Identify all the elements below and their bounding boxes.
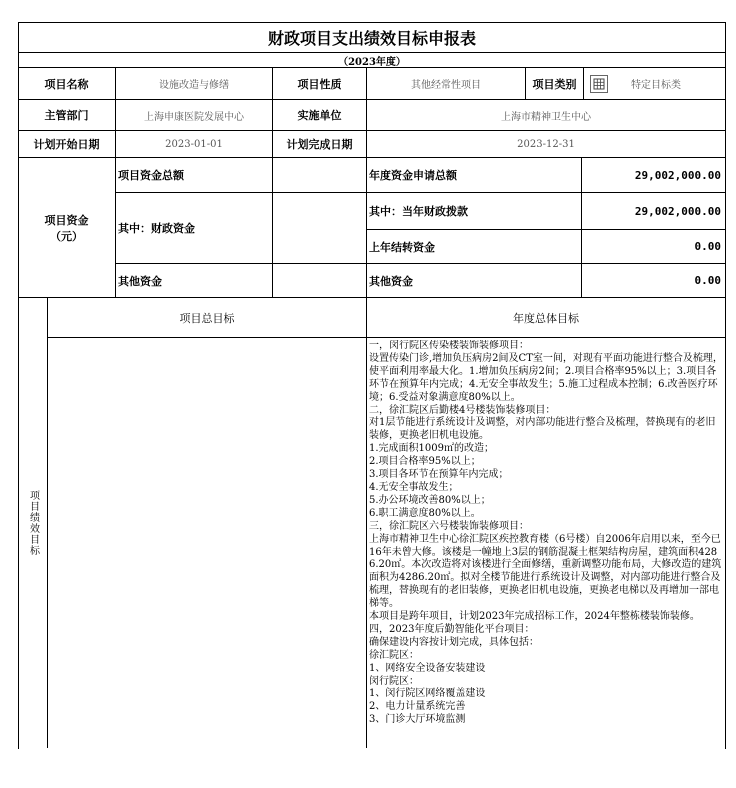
total-funds-label: 项目资金总额 [118,169,184,182]
goals-section-label [19,298,47,748]
annual-other-value: 0.00 [694,274,721,287]
border-line [272,157,273,297]
grid-icon [590,75,608,93]
border-line [725,22,726,749]
annual-funds-value: 29,002,000.00 [634,168,721,182]
border-line [47,337,726,338]
finance-funds-label: 其中：财政资金 [118,222,195,235]
dept-value: 上海申康医院发展中心 [144,111,244,123]
overall-goal-header: 项目总目标 [179,311,235,325]
project-nature-label: 项目性质 [297,77,342,91]
funds-section-label-line1: 项目资金 [44,213,89,227]
project-nature-value: 其他经常性项目 [411,80,481,91]
funds-section-label [18,158,115,297]
project-category-dropdown[interactable] [590,73,612,95]
annual-funds-label: 年度资金申请总额 [369,169,457,182]
unit-value: 上海市精神卫生中心 [501,111,591,123]
other-funds-label: 其他资金 [118,274,162,288]
project-category-value: 特定目标类 [631,80,681,91]
annual-goal-text: 一，闵行院区传染楼装饰装修项目： 设置传染门诊,增加负压病房2间及CT室一间，对现有平面功能进行整合及梳理，使平面利用率最大化。1.增加负压病房2间；2.项目合格率95%以上；3.项目各环节在预算年内完成；4.无安全事故发生；5.施工过程成本控制；6.改善医疗环境；6.受益对象满意度80%以上。 二，徐汇院区后勤楼4号楼装饰装修项目： 对1层节能进行系统设计及调整，对内部功能进行整合及梳理，替换现有的老旧装修，更换老旧机电设施。 1.完成面积1009㎡的改造； 2.项目合格率95%以上； 3.项目各环节在预算年内完成； 4.无安全事故发生； 5.办公环境改善80%以上； 6.职工满意度80%以上。 三，徐汇院区六号楼装饰装修项目： 上海市精神卫生中心徐汇院区疾控教育楼（6号楼）自2006年启用以来，至今已16年未曾大修。该楼是一幢地上3层的钢筋混凝土框架结构房屋，建筑面积4286.20㎡。本次改造将对该楼进行全面修缮，重新调整功能布局，大修改造的建筑面积为4286.20㎡。拟对全楼节能进行系统设计及调整，对内部功能进行整合及梳理，替换现有的老旧装修，更换老旧机电设施，更换老电梯以及再增加一部电梯等。 本项目是跨年项目，计划2023年完成招标工作，2024年整栋楼装饰装修。 四，2023年度后勤智能化平台项目： 确保建设内容按计划完成，具体包括： 徐汇院区： 1、网络安全设备安装建设 闵行院区： 1、闵行院区网络覆盖建设 2、电力计量系统完善 3、门诊大厅环境监测 [369,340,723,726]
unit-label: 实施单位 [297,109,342,122]
project-name-label: 项目名称 [44,77,89,91]
project-category-label: 项目类别 [532,77,577,91]
goals-section-label-text: 项目绩效目标 [27,490,39,556]
end-date-label: 计划完成日期 [286,138,353,151]
carryover-value: 0.00 [694,240,721,253]
start-date-value: 2023-01-01 [165,138,223,150]
form-year: （2023年度） [338,56,406,68]
dept-label: 主管部门 [44,109,89,122]
carryover-label: 上年结转资金 [369,240,435,254]
current-fiscal-value: 29,002,000.00 [634,204,721,218]
annual-goal-header: 年度总体目标 [513,311,579,325]
start-date-label: 计划开始日期 [33,138,100,151]
border-line [583,67,584,99]
funds-section-label-line2: （元） [50,229,83,243]
current-fiscal-label: 其中：当年财政拨款 [369,205,468,218]
project-name-value: 设施改造与修缮 [159,80,229,91]
end-date-value: 2023-12-31 [517,138,575,150]
form-title: 财政项目支出绩效目标申报表 [267,29,476,48]
border-line [47,297,48,748]
annual-other-label: 其他资金 [369,274,413,288]
